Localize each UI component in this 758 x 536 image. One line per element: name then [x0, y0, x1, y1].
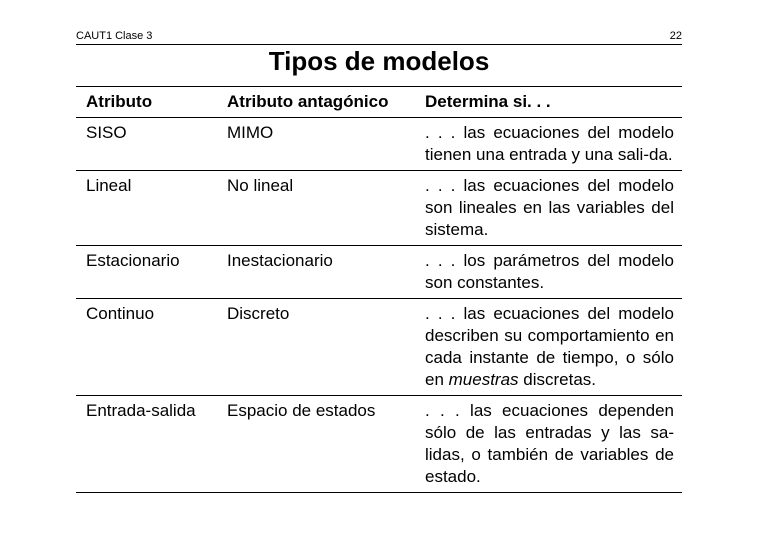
attribute-cell: Entrada-salida — [76, 396, 217, 493]
column-header-antagonist: Atributo antagónico — [217, 87, 415, 118]
antagonist-cell: MIMO — [217, 118, 415, 171]
antagonist-cell: Inestacionario — [217, 246, 415, 299]
table-row — [76, 118, 682, 171]
description-text: . . . las ecuaciones del modelo describen su comportamiento en cada instante de tiempo, o sólo en — [425, 304, 674, 389]
slide-title: Tipos de modelos — [268, 46, 490, 76]
models-table — [76, 86, 682, 493]
header-rule — [76, 44, 682, 45]
table-row — [76, 396, 682, 493]
antagonist-cell: No lineal — [217, 171, 415, 246]
table-row — [76, 246, 682, 299]
table-header-row — [76, 87, 682, 118]
description-cell: . . . las ecuaciones del modelo son lineales en las variables del sistema. — [415, 171, 682, 246]
table-row — [76, 299, 682, 396]
antagonist-cell: Espacio de estados — [217, 396, 415, 493]
attribute-cell: Continuo — [76, 299, 217, 396]
attribute-cell: Lineal — [76, 171, 217, 246]
attribute-cell: Estacionario — [76, 246, 217, 299]
description-cell: . . . los parámetros del modelo son constantes. — [415, 246, 682, 299]
column-header-attribute: Atributo — [76, 87, 217, 118]
description-cell: . . . las ecuaciones dependen sólo de las entradas y las sa-lidas, o también de variables de estado. — [415, 396, 682, 493]
description-cell — [415, 299, 682, 396]
description-text-end: discretas. — [518, 370, 597, 389]
description-cell: . . . las ecuaciones del modelo tienen una entrada y una sali-da. — [415, 118, 682, 171]
attribute-cell: SISO — [76, 118, 217, 171]
course-label: CAUT1 Clase 3 — [76, 30, 153, 42]
emphasis-text: muestras — [448, 370, 519, 389]
page-number: 22 — [669, 30, 682, 42]
antagonist-cell: Discreto — [217, 299, 415, 396]
column-header-determines: Determina si. . . — [415, 87, 682, 118]
table-row — [76, 171, 682, 246]
